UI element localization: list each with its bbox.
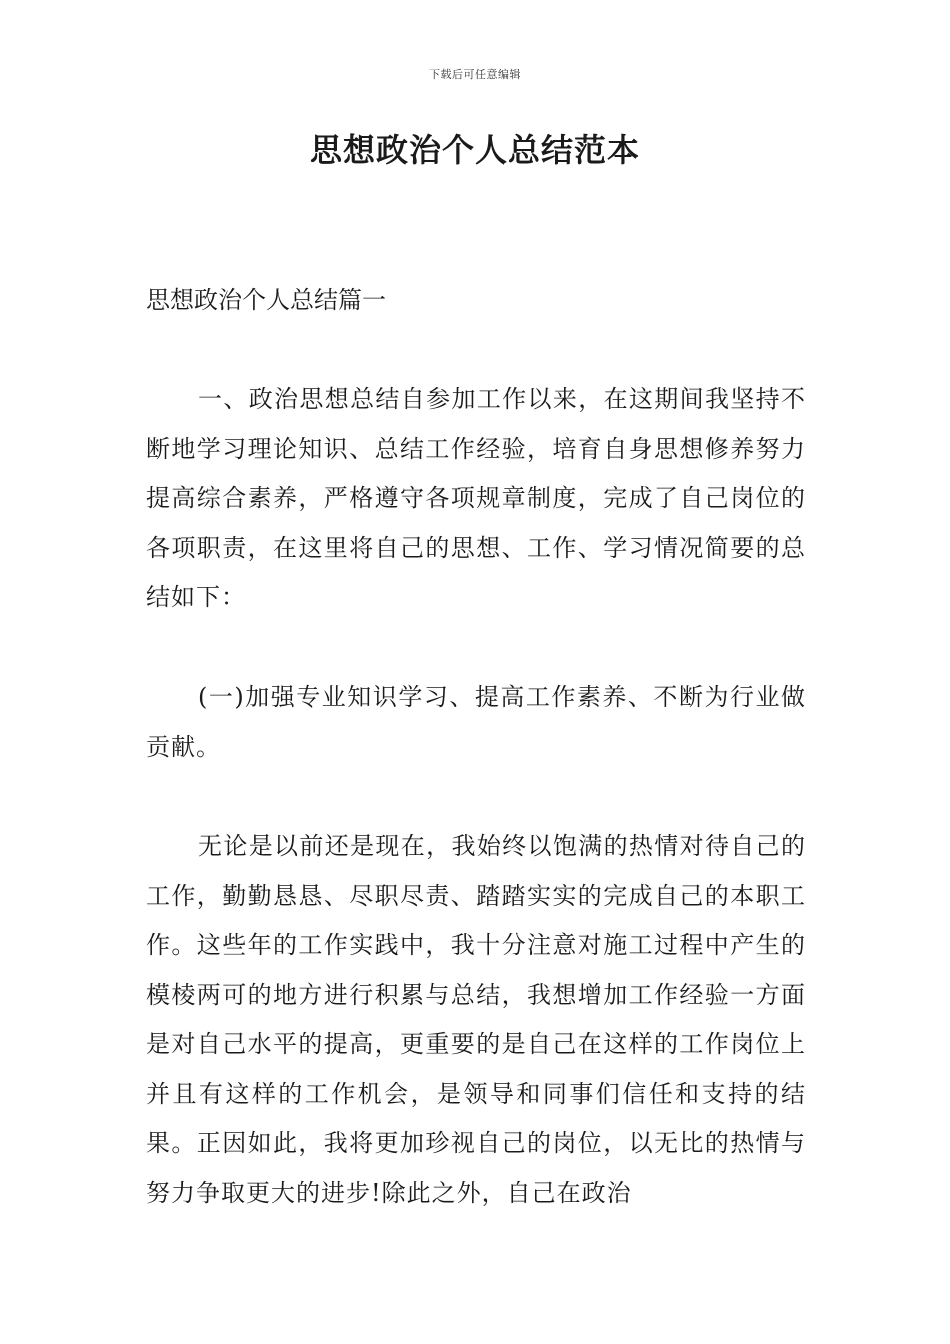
paragraph-political-summary: 一、政治思想总结自参加工作以来，在这期间我坚持不断地学习理论知识、总结工作经验，培育自身思想修养努力提高综合素养，严格遵守各项规章制度，完成了自己岗位的各项职责，在这里将自己的思想、工作、学习情况简要的总结如下：: [146, 385, 806, 611]
header-note: 下载后可任意编辑: [429, 68, 521, 81]
section-heading: 思想政治个人总结篇一: [146, 286, 386, 314]
paragraph-subheading-one: (一)加强专业知识学习、提高工作素养、不断为行业做贡献。: [146, 683, 806, 761]
paragraph-work-attitude: 无论是以前还是现在，我始终以饱满的热情对待自己的工作，勤勤恳恳、尽职尽责、踏踏实实的完成自己的本职工作。这些年的工作实践中，我十分注意对施工过程中产生的模棱两可的地方进行积累与总结，我想增加工作经验一方面是对自己水平的提高，更重要的是自己在这样的工作岗位上并且有这样的工作机会，是领导和同事们信任和支持的结果。正因如此，我将更加珍视自己的岗位，以无比的热情与努力争取更大的进步!除此之外，自己在政治: [146, 832, 806, 1207]
document-title: 思想政治个人总结范本: [309, 131, 640, 169]
